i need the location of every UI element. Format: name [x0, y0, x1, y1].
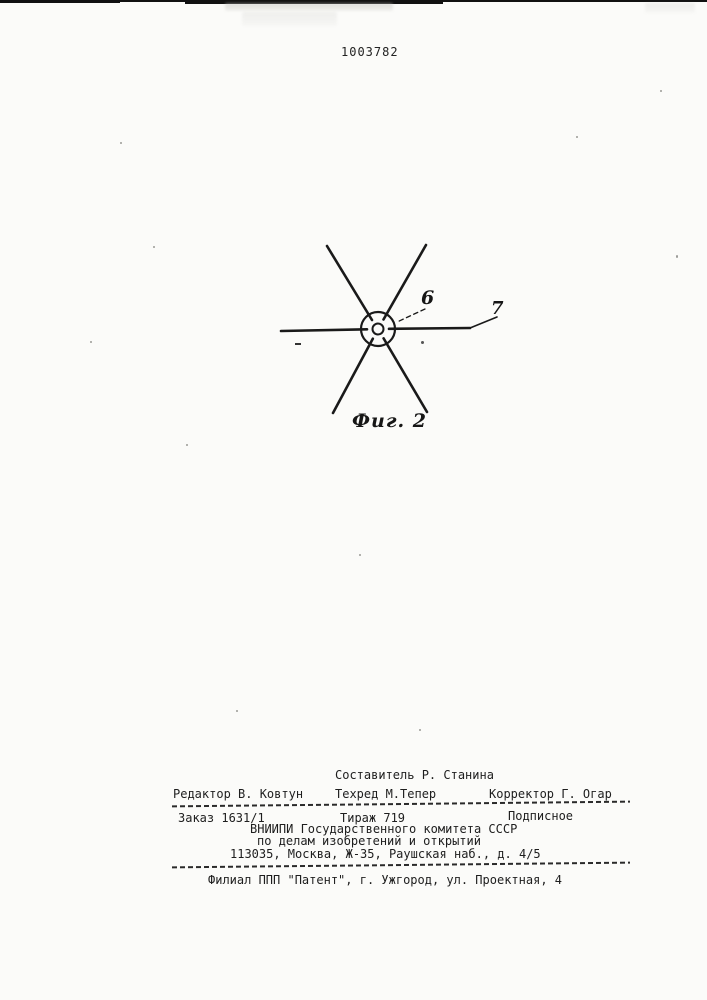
- imprint-editor: Редактор В. Ковтун: [173, 787, 304, 801]
- paper-speck: [359, 554, 361, 556]
- figure-stray-dash: [295, 343, 301, 345]
- imprint-org-line2: по делам изобретений и открытий: [257, 834, 481, 848]
- imprint-org-line3: 113035, Москва, Ж-35, Раушская наб., д. 4/5: [230, 847, 541, 861]
- imprint-corrector: Корректор Г. Огар: [489, 787, 612, 801]
- imprint-divider-bottom: [172, 862, 630, 869]
- imprint-org-line1: ВНИИПИ Государственного комитета СССР: [250, 822, 518, 836]
- spoke-lower-right: [384, 338, 427, 412]
- spoke-left: [281, 329, 367, 331]
- figure-stray-dot: [421, 341, 424, 344]
- imprint-compiler: Составитель Р. Станина: [335, 768, 494, 782]
- imprint-divider-top: [172, 801, 630, 808]
- patent-number: 1003782: [341, 45, 399, 59]
- imprint-order: Заказ 1631/1: [178, 811, 265, 825]
- paper-speck: [186, 444, 188, 446]
- figure-ref-label-6: 6: [421, 287, 435, 309]
- imprint-branch: Филиал ППП "Патент", г. Ужгород, ул. Проектная, 4: [208, 873, 563, 887]
- spoke-upper-left: [327, 246, 372, 320]
- spoke-upper-right: [384, 245, 427, 320]
- paper-speck: [120, 142, 122, 144]
- spoke-lower-left: [333, 339, 373, 413]
- paper-speck: [153, 246, 155, 248]
- paper-speck: [676, 255, 678, 258]
- scan-smudge: [645, 3, 695, 13]
- scan-edge-segment-left: [0, 0, 120, 3]
- paper-speck: [90, 341, 92, 343]
- figure-caption: Фиг. 2: [352, 410, 427, 432]
- leader-line-6: [396, 309, 425, 323]
- scan-smudge: [225, 3, 393, 11]
- imprint-techred: Техред М.Тепер: [335, 787, 437, 801]
- paper-speck: [236, 710, 238, 712]
- paper-speck: [660, 90, 662, 92]
- hub-inner-circle: [373, 324, 384, 335]
- scan-smudge: [242, 12, 337, 26]
- imprint-circulation: Тираж 719: [340, 811, 406, 825]
- hub-spoke-drawing: [260, 228, 520, 423]
- paper-speck: [576, 136, 578, 138]
- imprint-subscription: Подписное: [508, 809, 574, 823]
- spoke-right: [389, 328, 470, 329]
- paper-speck: [419, 729, 421, 731]
- figure-ref-label-7: 7: [491, 298, 504, 319]
